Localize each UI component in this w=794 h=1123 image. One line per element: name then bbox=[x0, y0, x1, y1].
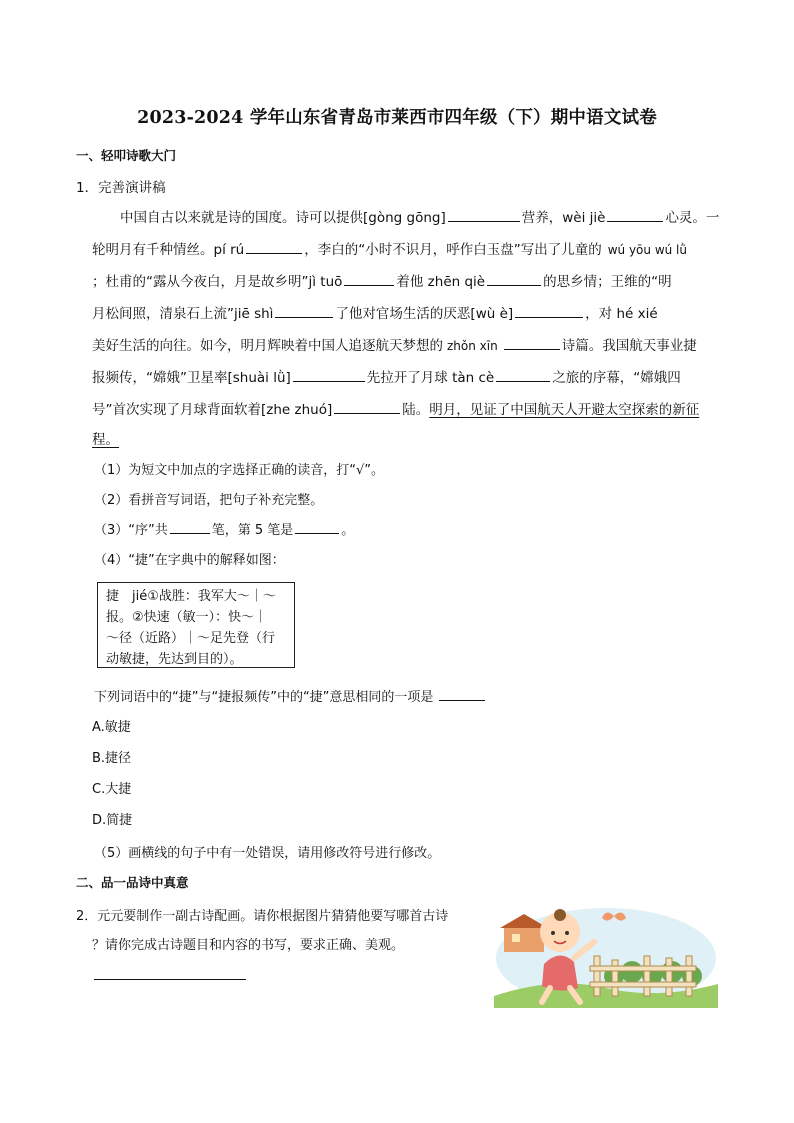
passage-text: ，李白的“小时不识月，呼作白玉盘”写出了儿童的 bbox=[304, 242, 602, 258]
answer-blank[interactable] bbox=[496, 368, 550, 382]
sub-question-1: （1）为短文中加点的字选择正确的读音，打“√”。 bbox=[94, 463, 385, 478]
page-title: 2023-2024 学年山东省青岛市莱西市四年级（下）期中语文试卷 bbox=[137, 108, 657, 128]
dictionary-line: 捷 jié①战胜：我军大～｜～ bbox=[106, 589, 276, 604]
answer-blank[interactable] bbox=[275, 304, 333, 318]
answer-blank[interactable] bbox=[344, 272, 394, 286]
option-a[interactable]: A.敏捷 bbox=[92, 720, 131, 735]
passage-line-4 bbox=[92, 302, 658, 322]
passage-text: 先拉开了月球 tàn cè bbox=[366, 370, 495, 386]
passage-text: 月松间照，清泉石上流”jiē shì bbox=[92, 306, 274, 322]
passage-text: 之旅的序幕，“嫦娥四 bbox=[552, 370, 681, 386]
passage-text: 的思乡情；王维的“明 bbox=[543, 274, 672, 290]
choice-stem bbox=[94, 686, 487, 705]
question-2-line-2: ？请你完成古诗题目和内容的书写，要求正确、美观。 bbox=[92, 938, 405, 953]
answer-blank[interactable] bbox=[439, 687, 485, 701]
passage-line-1 bbox=[120, 206, 719, 226]
passage-line-3 bbox=[92, 270, 672, 290]
passage-line-2 bbox=[92, 238, 687, 258]
sub-question-4: （4）“捷”在字典中的解释如图： bbox=[94, 553, 285, 568]
underlined-sentence-end: 程。 bbox=[92, 432, 119, 448]
passage-line-7 bbox=[92, 398, 699, 418]
dictionary-line: 动敏捷，先达到目的）。 bbox=[106, 652, 243, 667]
option-c[interactable]: C.大捷 bbox=[92, 782, 132, 797]
pinyin-text: zhǒn xīn bbox=[447, 339, 498, 353]
option-b[interactable]: B.捷径 bbox=[92, 751, 132, 766]
passage-line-6 bbox=[92, 366, 681, 386]
sub-question-5: （5）画横线的句子中有一处错误，请用修改符号进行修改。 bbox=[94, 846, 441, 861]
question-text: 笔，第 5 笔是 bbox=[211, 523, 294, 538]
passage-text: 心灵。一 bbox=[665, 210, 720, 226]
passage-text: ；杜甫的“露从今夜白，月是故乡明”jì tuō bbox=[92, 274, 343, 290]
passage-text: 美好生活的向往。如今，明月辉映着中国人追逐航天梦想的 bbox=[92, 338, 443, 354]
dictionary-line: ～径（近路）｜～足先登（行 bbox=[106, 631, 276, 646]
passage-text: 陆。 bbox=[402, 402, 430, 418]
dictionary-entry-box bbox=[97, 582, 295, 668]
underlined-sentence: 明月，见证了中国航天人开避太空探索的新征 bbox=[429, 402, 700, 418]
question-1-title: 1．完善演讲稿 bbox=[76, 180, 166, 196]
answer-blank[interactable] bbox=[487, 272, 541, 286]
passage-text: ，对 hé xié bbox=[585, 306, 658, 322]
answer-blank[interactable] bbox=[334, 400, 400, 414]
question-text: （3）“序”共 bbox=[94, 523, 168, 538]
answer-blank[interactable] bbox=[246, 240, 302, 254]
passage-text: 营养，wèi jiè bbox=[521, 210, 606, 226]
passage-text: 了他对官场生活的厌恶[wù è] bbox=[335, 306, 514, 322]
passage-text: 着他 zhēn qiè bbox=[396, 274, 486, 290]
answer-blank[interactable] bbox=[607, 208, 663, 222]
answer-blank[interactable] bbox=[295, 520, 339, 534]
passage-line-5 bbox=[92, 334, 697, 354]
passage-text: 诗篇。我国航天事业捷 bbox=[561, 338, 697, 354]
section-heading-2: 二、品一品诗中真意 bbox=[76, 875, 189, 890]
passage-text: 号”首次实现了月球背面软着[zhe zhuó] bbox=[92, 402, 333, 418]
answer-line[interactable] bbox=[94, 979, 246, 980]
question-text: 。 bbox=[341, 523, 355, 538]
sub-question-3 bbox=[94, 519, 354, 538]
answer-blank[interactable] bbox=[170, 520, 210, 534]
answer-blank[interactable] bbox=[448, 208, 520, 222]
passage-text: 中国自古以来就是诗的国度。诗可以提供[gòng gōng] bbox=[120, 210, 446, 226]
passage-text: 报频传，“嫦娥”卫星率[shuài lǜ] bbox=[92, 370, 291, 386]
question-2-line-1: 2．元元要制作一副古诗配画。请你根据图片猜猜他要写哪首古诗 bbox=[76, 909, 449, 924]
option-d[interactable]: D.简捷 bbox=[92, 813, 133, 828]
pinyin-text: wú yōu wú lǜ bbox=[607, 243, 687, 257]
section-heading-1: 一、轻叩诗歌大门 bbox=[76, 148, 177, 163]
dictionary-line: 报。②快速（敏一）：快～｜ bbox=[106, 610, 268, 625]
child-running-illustration bbox=[494, 896, 718, 1008]
sub-question-2: （2）看拼音写词语，把句子补充完整。 bbox=[94, 493, 324, 508]
answer-blank[interactable] bbox=[504, 336, 560, 350]
answer-blank[interactable] bbox=[515, 304, 583, 318]
answer-blank[interactable] bbox=[293, 368, 365, 382]
passage-text: 轮明月有千种情丝。pí rú bbox=[92, 242, 245, 258]
question-text: 下列词语中的“捷”与“捷报频传”中的“捷”意思相同的一项是 bbox=[94, 690, 434, 705]
